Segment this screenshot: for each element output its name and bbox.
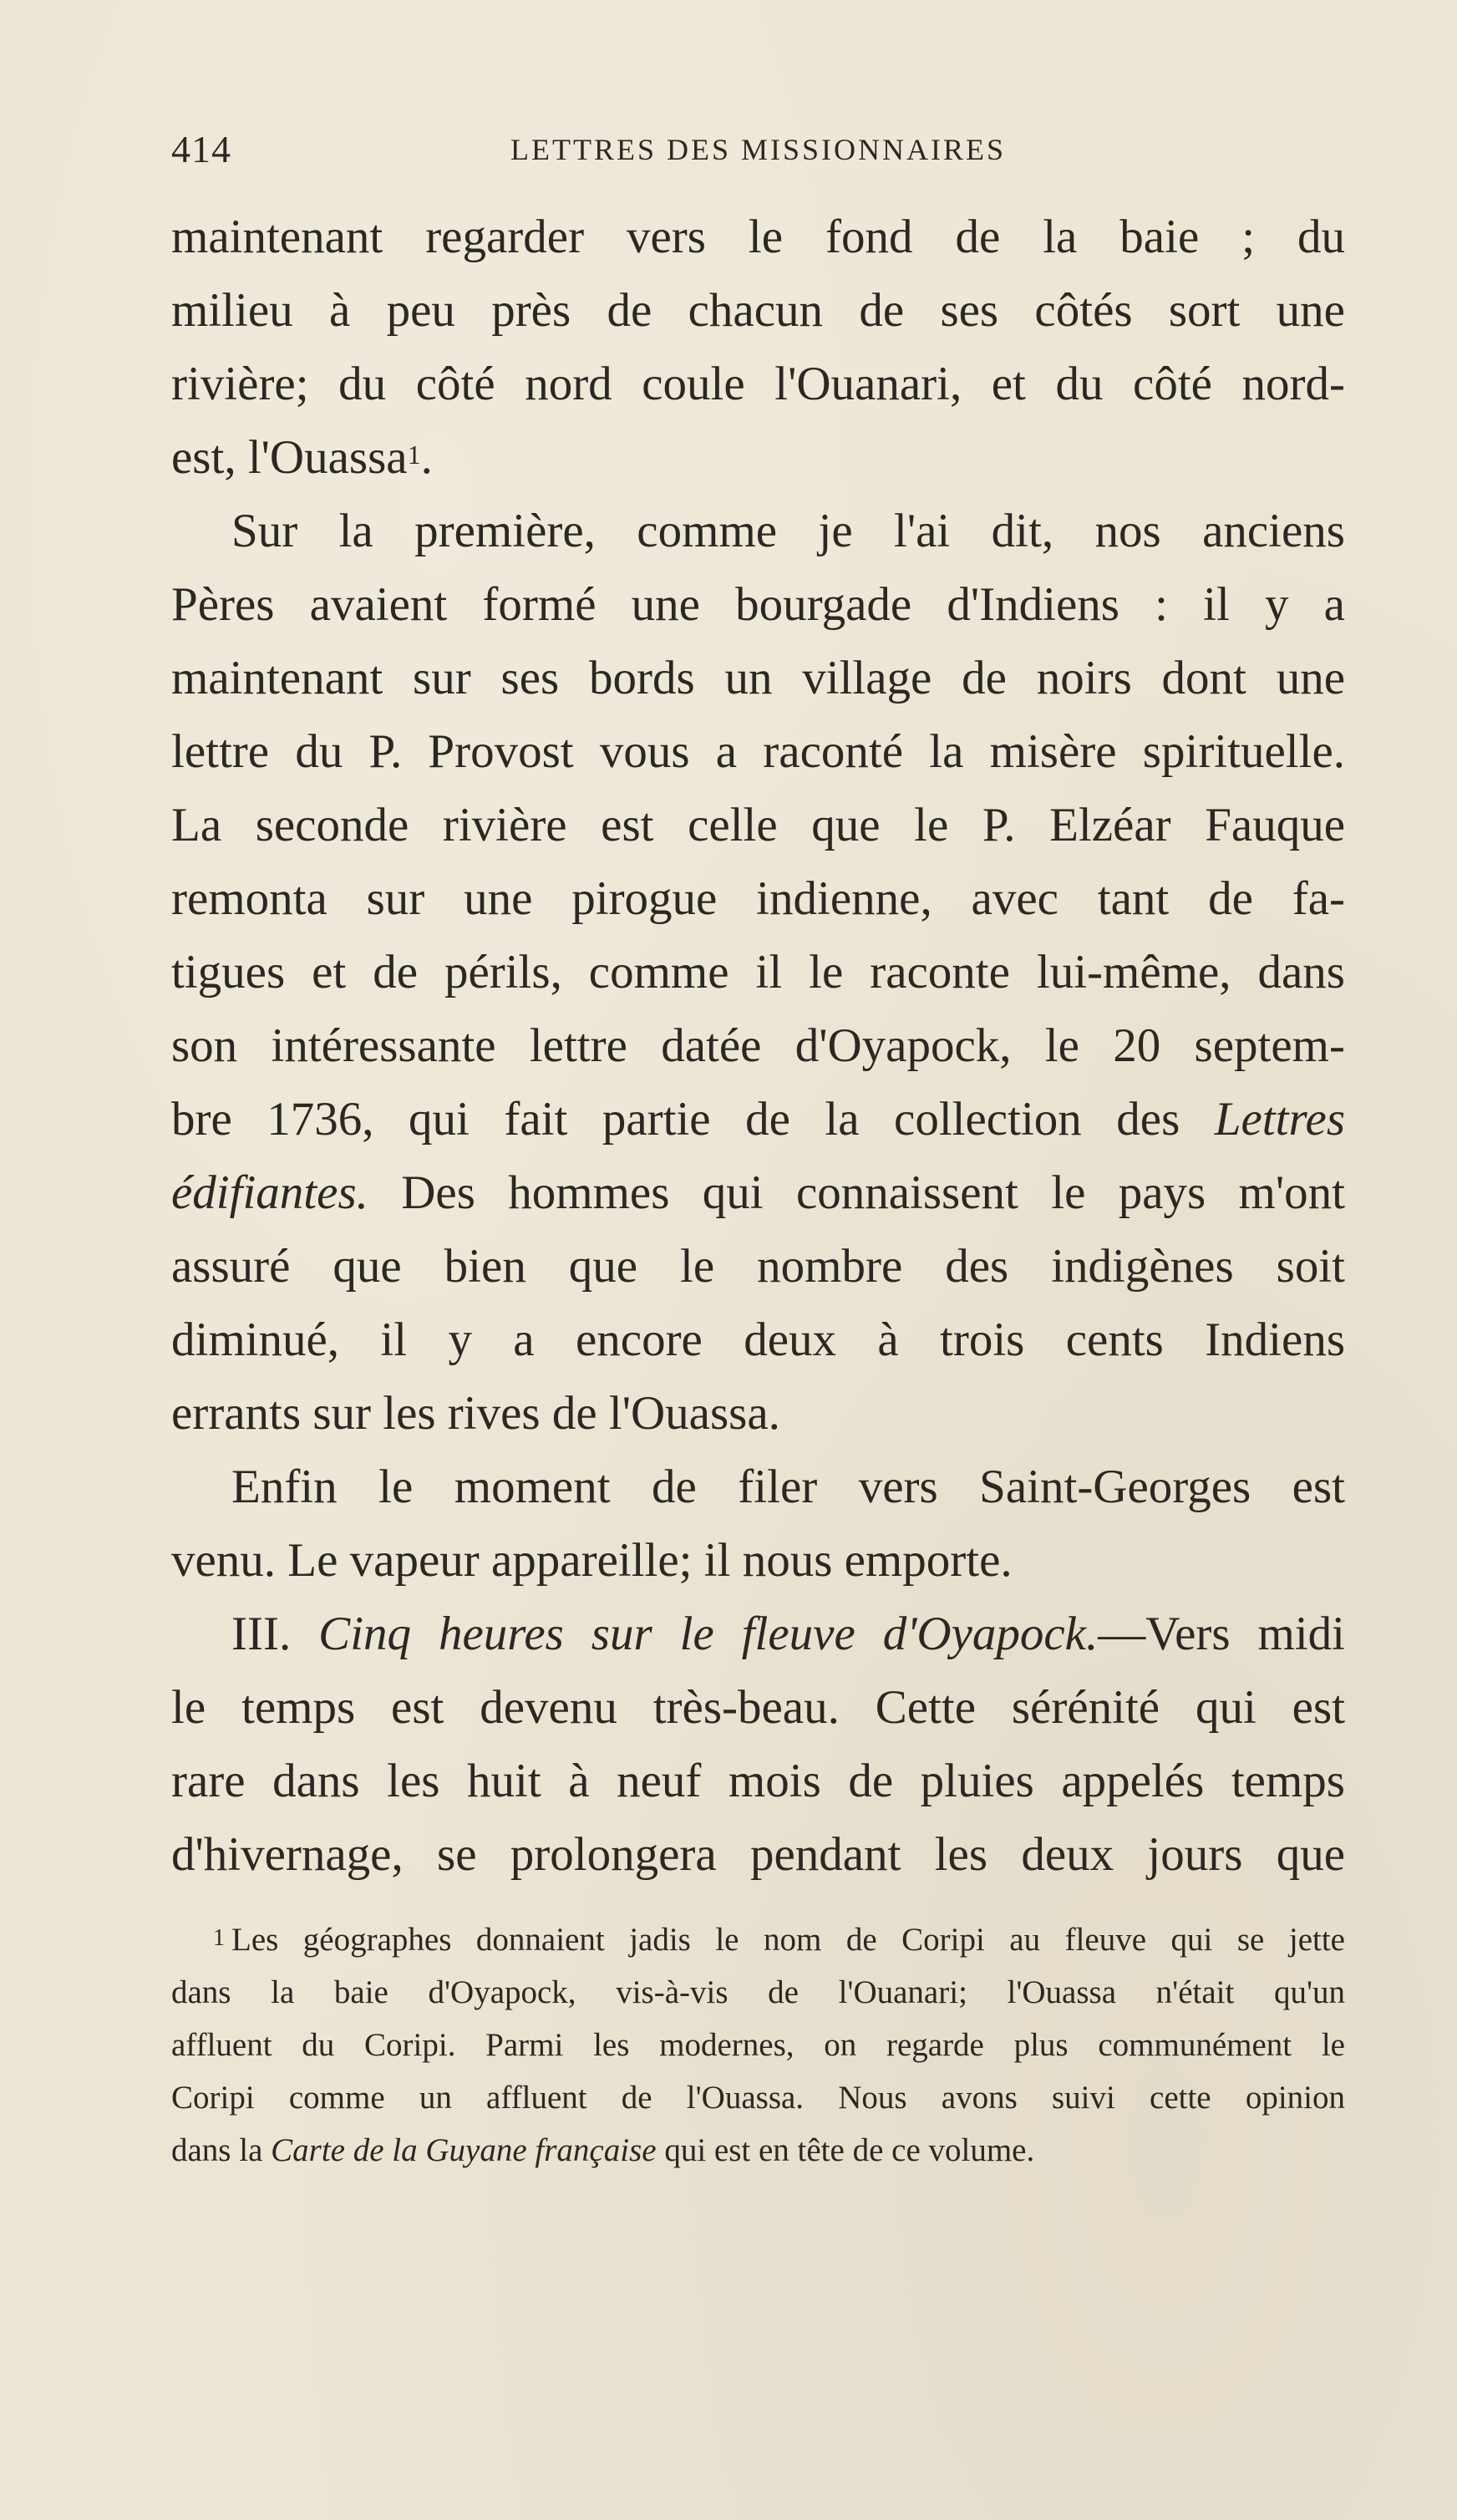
text-line: le temps est devenu très-beau. Cette sérénité qui est [171,1681,1345,1734]
footnote-line: affluent du Coripi. Parmi les modernes, on regarde plus communément le [171,2027,1345,2063]
section-number: III. [231,1608,292,1660]
page-number: 414 [171,128,231,170]
running-head: LETTRES DES MISSIONNAIRES [510,133,1007,166]
text-line: maintenant regarder vers le fond de la baie ; du [171,211,1345,263]
text-line: Sur la première, comme je l'ai dit, nos anciens [231,505,1345,557]
footnote-marker: 1 [213,1925,225,1951]
section-heading-line: III. Cinq heures sur le fleuve d'Oyapock.—Vers midi [231,1608,1346,1660]
italic-title: édifiantes. [171,1166,368,1219]
text-line: Pères avaient formé une bourgade d'Indiens : il y a [171,578,1345,631]
text-line: rare dans les huit à neuf mois de pluies appelés temps [171,1755,1345,1807]
text-line: d'hivernage, se prolongera pendant les deux jours que [171,1828,1345,1881]
text-line: tigues et de périls, comme il le raconte lui-même, dans [171,946,1345,998]
text-line: venu. Le vapeur appareille; il nous emporte. [171,1534,1013,1587]
text-line: assuré que bien que le nombre des indigènes soit [171,1240,1345,1293]
footnote-line: Coripi comme un affluent de l'Ouassa. Nous avons suivi cette opinion [171,2080,1345,2116]
text-line: errants sur les rives de l'Ouassa. [171,1387,780,1440]
text-line: bre 1736, qui fait partie de la collection des Lettres [171,1093,1346,1146]
text-line: Enfin le moment de filer vers Saint-Georges est [231,1461,1345,1513]
italic-title: Lettres [1214,1093,1346,1146]
text-line: lettre du P. Provost vous a raconté la misère spirituelle. [171,725,1345,778]
footnote-line: dans la Carte de la Guyane française qui est en tête de ce volume. [171,2132,1035,2168]
text-line: milieu à peu près de chacun de ses côtés sort une [171,284,1345,337]
body-text [171,201,1345,1892]
italic-map-title: Carte de la Guyane française [271,2132,657,2168]
footnote-reference: 1 [407,439,421,470]
text-line: La seconde rivière est celle que le P. Elzéar Fauque [171,799,1345,851]
footnote-line: $^1$ Les géographes donnaient jadis le nom de Coripi au fleuve qui se jette [213,1922,1345,1958]
text-line: remonta sur une pirogue indienne, avec tant de fa- [171,872,1345,925]
footnote-line: dans la baie d'Oyapock, vis-à-vis de l'Ouanari; l'Ouassa n'était qu'un [171,1974,1345,2010]
text-line: son intéressante lettre datée d'Oyapock, le 20 septem- [171,1019,1345,1072]
text-line: est, l'Ouassa$^1$. [171,431,433,484]
footnote [171,1913,1345,2177]
page-header [171,127,1345,177]
text-line: rivière; du côté nord coule l'Ouanari, et du côté nord- [171,358,1345,410]
text-line: maintenant sur ses bords un village de noirs dont une [171,652,1345,704]
section-title: Cinq heures sur le fleuve d'Oyapock. [318,1608,1099,1660]
text-line: édifiantes. Des hommes qui connaissent le pays m'ont [171,1166,1345,1219]
text-line: diminué, il y a encore deux à trois cents Indiens [171,1313,1345,1366]
